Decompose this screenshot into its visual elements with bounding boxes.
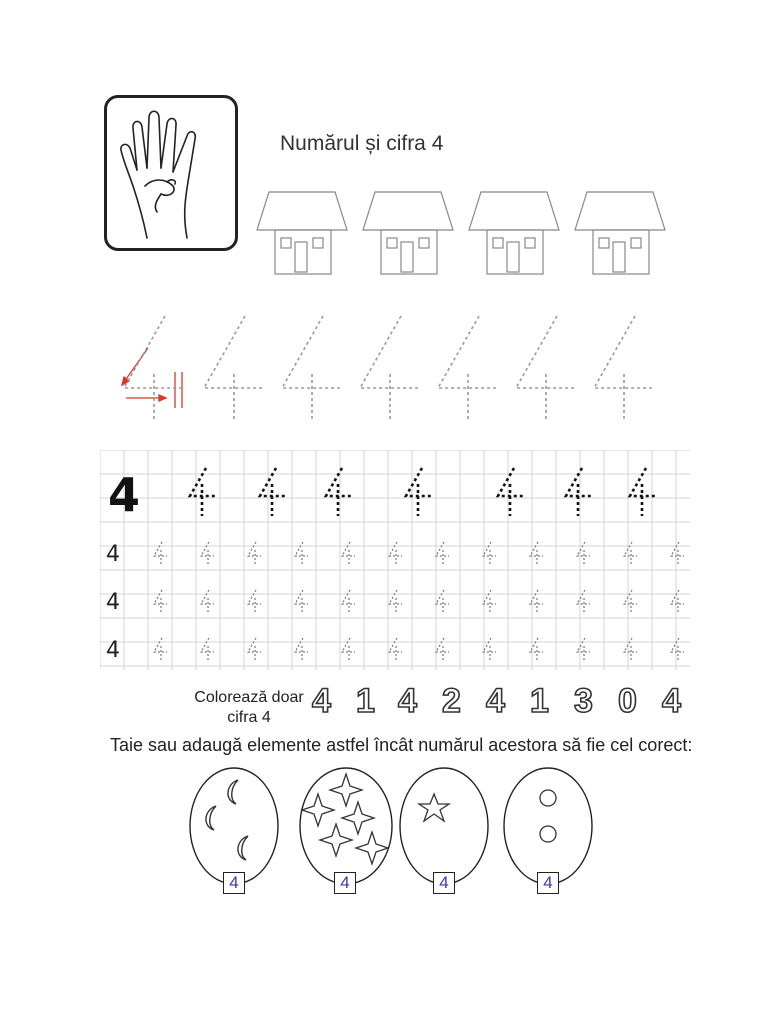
small-tracing-four — [154, 590, 167, 612]
houses-row — [255, 188, 695, 280]
tracing-four-5 — [438, 316, 496, 420]
house-2-icon — [363, 192, 453, 274]
house-1-icon — [257, 192, 347, 274]
grid-lines — [100, 450, 690, 670]
small-tracing-four — [295, 638, 308, 660]
small-tracing-four — [389, 542, 402, 564]
small-tracing-four — [201, 542, 214, 564]
color-instruction-line1: Colorează doar — [194, 689, 304, 706]
small-tracing-four — [624, 590, 637, 612]
small-tracing-four — [248, 590, 261, 612]
tracing-four-1 — [124, 316, 182, 420]
color-instruction-line2: cifra 4 — [227, 709, 271, 726]
crescent-moon-icon — [206, 780, 248, 860]
digit-to-color-3[interactable]: 4 — [398, 682, 417, 720]
color-instruction — [180, 688, 318, 728]
small-tracing-four — [295, 590, 308, 612]
egg-label-3: 4 — [433, 872, 455, 894]
small-tracing-four — [248, 542, 261, 564]
small-tracing-four — [671, 542, 684, 564]
digit-to-color-4[interactable]: 2 — [442, 682, 461, 720]
small-tracing-four — [436, 590, 449, 612]
model-digit-row-2: 4 — [106, 542, 120, 567]
hand-showing-four-fingers-icon — [107, 98, 235, 248]
egg-label-1: 4 — [223, 872, 245, 894]
tracing-four-4 — [360, 316, 418, 420]
five-point-star-icon — [419, 794, 449, 821]
tracing-four-2 — [204, 316, 262, 420]
small-tracing-four — [342, 542, 355, 564]
tracing-four-3 — [282, 316, 340, 420]
small-tracing-four — [577, 638, 590, 660]
small-tracing-four — [624, 542, 637, 564]
small-tracing-four — [248, 638, 261, 660]
writing-practice-grid — [100, 450, 690, 670]
egg-label-2: 4 — [334, 872, 356, 894]
small-tracing-four — [483, 638, 496, 660]
digit-to-color-7[interactable]: 3 — [574, 682, 593, 720]
digit-to-color-2[interactable]: 1 — [356, 682, 375, 720]
digit-to-color-1[interactable]: 4 — [312, 682, 331, 720]
small-tracing-four — [671, 590, 684, 612]
digit-to-color-5[interactable]: 4 — [486, 682, 505, 720]
egg-label-4: 4 — [537, 872, 559, 894]
dotted-bold-four-2 — [260, 468, 286, 516]
tracing-four-7 — [594, 316, 652, 420]
digit-to-color-8[interactable]: 0 — [618, 682, 637, 720]
egg-3 — [400, 768, 488, 884]
small-tracing-four — [483, 590, 496, 612]
digit-to-color-6[interactable]: 1 — [530, 682, 549, 720]
small-tracing-four — [201, 638, 214, 660]
small-tracing-four — [577, 542, 590, 564]
small-tracing-four — [436, 542, 449, 564]
small-tracing-four — [436, 638, 449, 660]
house-3-icon — [469, 192, 559, 274]
small-tracing-four — [154, 542, 167, 564]
model-digit-row-3: 4 — [106, 590, 120, 615]
dotted-tracing-fours — [110, 312, 670, 427]
small-tracing-four — [201, 590, 214, 612]
task-instruction: Taie sau adaugă elemente astfel încât numărul acestora să fie cel corect: — [110, 735, 693, 755]
dotted-bold-four-4 — [406, 468, 432, 516]
circle-icon — [540, 790, 556, 842]
page-title: Numărul și cifra 4 — [280, 132, 444, 155]
tracing-four-6 — [516, 316, 574, 420]
egg-2 — [300, 768, 392, 884]
small-tracing-four — [624, 638, 637, 660]
small-tracing-four — [577, 590, 590, 612]
house-4-icon — [575, 192, 665, 274]
dotted-bold-four-6 — [566, 468, 592, 516]
four-point-star-icon — [302, 774, 388, 864]
dotted-bold-four-1 — [190, 468, 216, 516]
hand-picture-box — [104, 95, 238, 251]
small-tracing-four — [389, 638, 402, 660]
small-tracing-four — [671, 638, 684, 660]
small-tracing-four — [483, 542, 496, 564]
small-tracing-four — [154, 638, 167, 660]
small-tracing-four — [389, 590, 402, 612]
small-tracing-four — [342, 590, 355, 612]
model-digit-large: 4 — [108, 468, 141, 522]
small-tracing-four — [295, 542, 308, 564]
dotted-bold-four-3 — [326, 468, 352, 516]
model-digit-row-4: 4 — [106, 638, 120, 663]
guide-arrows — [122, 348, 182, 408]
small-tracing-four — [342, 638, 355, 660]
dotted-bold-four-5 — [498, 468, 524, 516]
digit-to-color-9[interactable]: 4 — [662, 682, 681, 720]
